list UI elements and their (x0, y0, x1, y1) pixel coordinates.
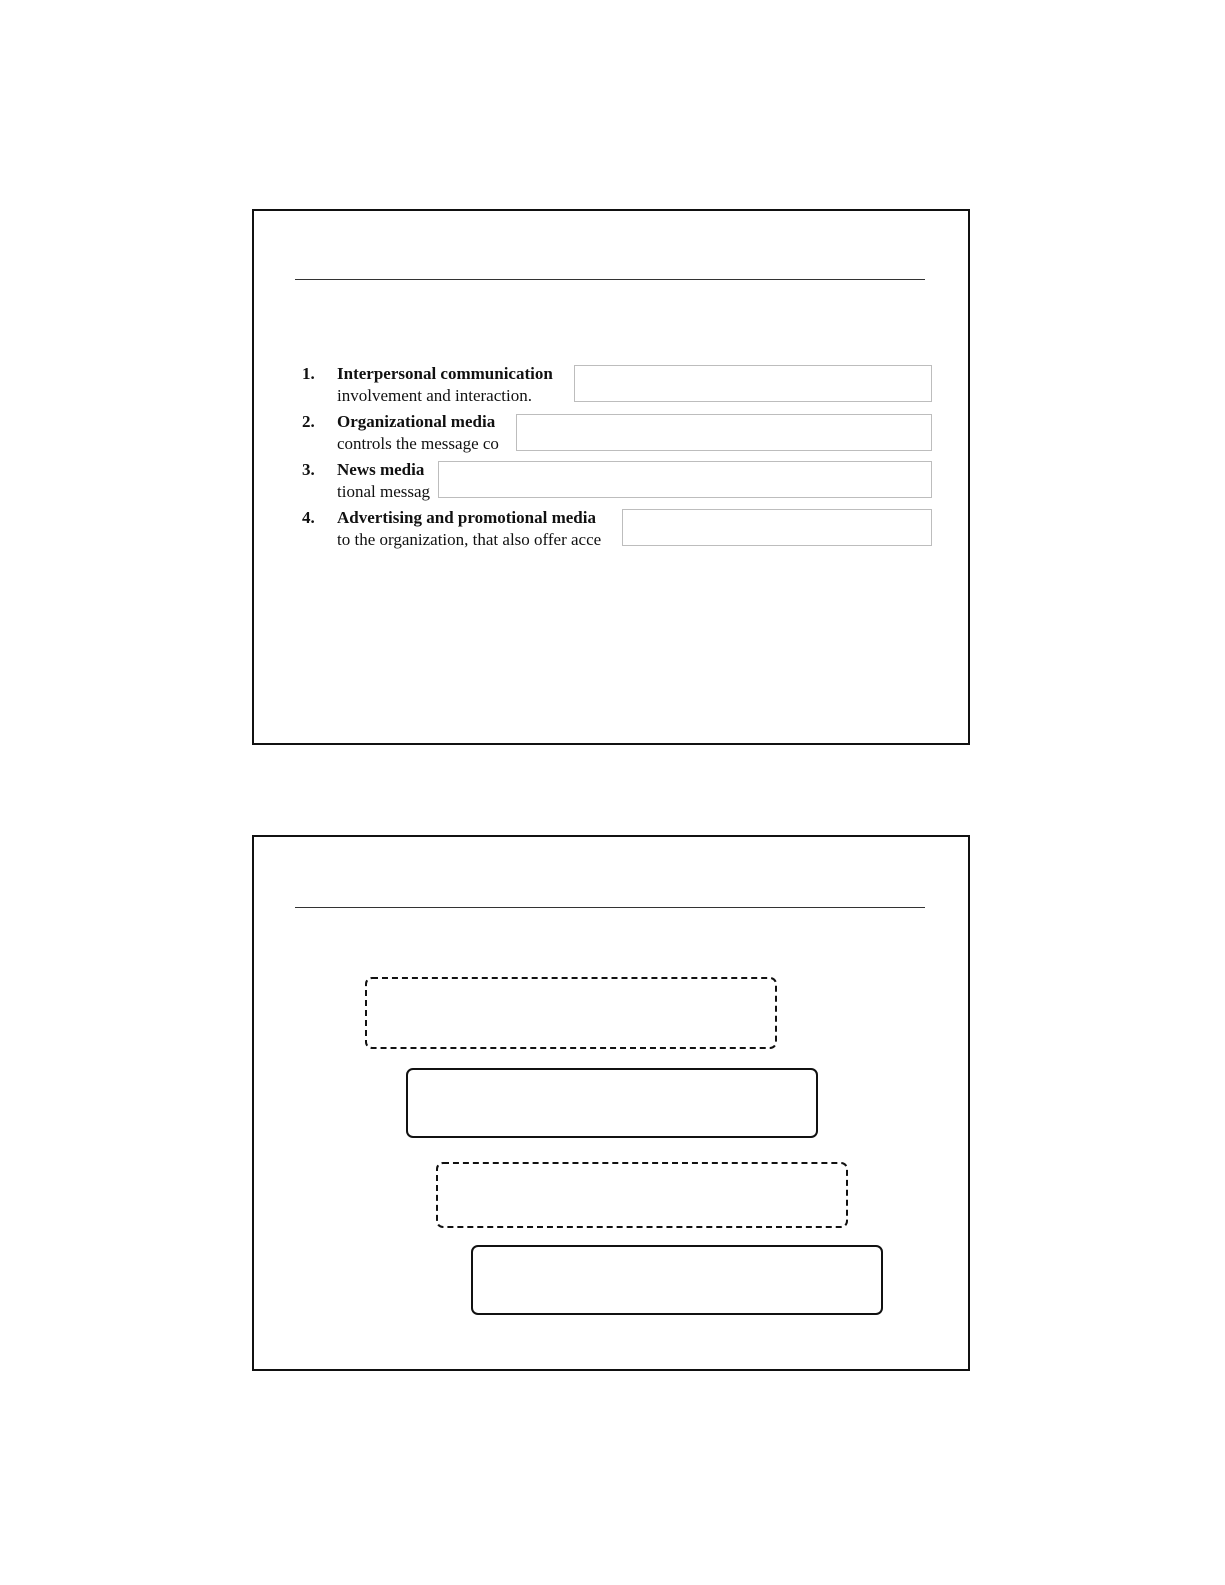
diagram-box-solid (471, 1245, 883, 1315)
diagram-box-solid (406, 1068, 818, 1138)
redaction-box (438, 461, 932, 498)
item-description: tional messag (337, 482, 431, 501)
item-number: 4. (302, 508, 315, 527)
item-number: 1. (302, 364, 315, 383)
redaction-box (516, 414, 932, 451)
item-description: controls the message co (337, 434, 499, 453)
title-underline (295, 279, 925, 280)
item-number: 3. (302, 460, 315, 479)
redaction-box (574, 365, 932, 402)
slide-media-types (252, 209, 970, 745)
title-underline (295, 907, 925, 908)
diagram-box-dashed (436, 1162, 848, 1228)
item-term: Organizational media (337, 412, 496, 431)
item-term: News media (337, 460, 425, 479)
item-number: 2. (302, 412, 315, 431)
redaction-box (622, 509, 932, 546)
item-term: Advertising and promotional media (337, 508, 596, 527)
diagram-box-dashed (365, 977, 777, 1049)
slide-diagram (252, 835, 970, 1371)
item-description: involvement and interaction. (337, 386, 532, 405)
item-term: Interpersonal communication (337, 364, 553, 383)
item-description: to the organization, that also offer acce (337, 530, 602, 549)
